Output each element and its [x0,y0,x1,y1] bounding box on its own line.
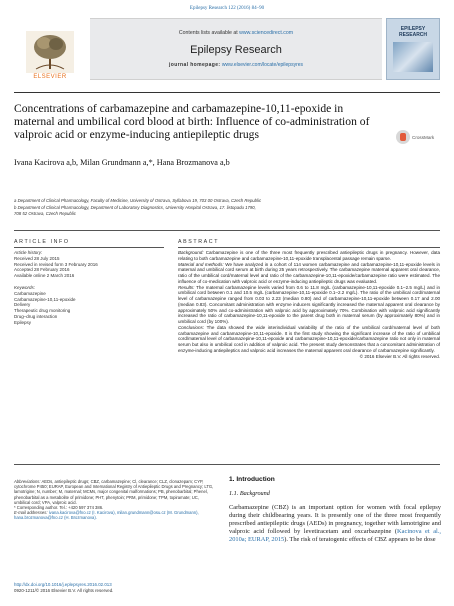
doi-block [14,582,113,593]
publisher-logo[interactable] [14,18,86,80]
header-divider [14,92,440,93]
abstract-methods [178,262,440,285]
intro-paragraph [229,504,441,544]
keyword-item: Epilepsy [14,319,32,325]
cover-image [393,42,433,72]
crossmark-label: CrossMark [412,134,435,140]
affiliation-a: a Department of Clinical Pharmacology, Faculty of Medicine, University of Ostrava, Syllabova 19, 703 00 Ostrava, Czech Republic [14,198,262,203]
history-item: Available online 2 March 2016 [14,273,75,279]
footnotes [14,479,214,521]
crossmark-icon [396,130,410,144]
elsevier-tree-icon [26,31,74,73]
article-info-rule [14,247,164,248]
section-heading-introduction: 1. Introduction [229,476,275,483]
email-label: E-mail addresses: [14,510,48,516]
article-title: Concentrations of carbamazepine and carbamazepine-10,11-epoxide in maternal and umbilical cord blood at birth: Influence of co-administration of valproic acid or enzyme-inducing antiepileptic drugs [14,102,370,141]
publisher-name: ELSEVIER [33,74,67,80]
affiliation-b: b Department of Clinical Pharmacology, Department of Laboratory Diagnostics, University Hospital Ostrava, 17. listopadu 1790, [14,205,256,210]
abbreviations-note [14,479,214,505]
abstract-background [178,250,440,262]
masthead [90,18,382,80]
methods-text: We have analyzed in a cohort of 114 women carbamazepine and carbamazepine-10,11-epoxide levels in maternal and umbilical cord serum at birth during 25 years retrospectively. The carbamazepine maternal apparent oral clearance, ratio of the umbilical cord/maternal level and ratio of the carbamazepine-10,11-epoxide/carbamazepine ratio were estimated. The influence of co-medication with valproic acid or enzyme-inducing antiepileptic drugs was evaluated. [178,261,440,284]
history-label: Article history: [14,250,43,255]
journal-reference: Epilepsy Research 122 (2016) 84–90 [189,6,265,11]
conclusions-label: Conclusions: [178,324,205,330]
subsection-heading-background: 1.1. Background [229,490,270,497]
journal-cover[interactable] [386,18,440,80]
corresponding-author-note: * Corresponding author. Tel.: +420 597 374 386. [14,505,104,511]
results-label: Results: [178,284,195,290]
abstract-heading: ABSTRACT [178,239,220,245]
contents-prefix: Contents lists available at [178,30,238,36]
email-links[interactable]: ivana.kacirova@fno.cz (I. Kacirova), milan.grundmann@osu.cz (M. Grundmann), hana.brozmanova@fno.cz (H. Brozmanova). [14,510,199,521]
history-item: Received 28 July 2015 [14,255,60,261]
keyword-item: Therapeutic drug monitoring [14,308,71,314]
doi-link[interactable]: http://dx.doi.org/10.1016/j.eplepsyres.2016.02.013 [14,582,112,587]
homepage-label: journal homepage: [168,62,221,68]
abbreviations-label: Abbreviations: [14,479,41,484]
email-note [14,510,214,520]
cover-title: EPILEPSY RESEARCH [398,26,428,38]
keywords-label: Keywords: [14,284,36,290]
article-info-heading: ARTICLE INFO [14,239,70,245]
keyword-item: Carbamazepine [14,290,46,296]
abstract-copyright: © 2016 Elsevier B.V. All rights reserved. [359,353,440,359]
affiliation-b-cont: 708 52 Ostrava, Czech Republic [14,211,76,216]
results-text: The maternal carbamazepine levels varied from 0.6 to 11.8 mg/L (carbamazepine-10,11-epoxide 0.1–2.5 mg/L) and in umbilical cord between 0.1 and 10.5 mg/L (carbamazepine-10,11-epoxide 0.1–2.2 mg/L). The ratio of the umbilical cord/maternal level of carbamazepine ranged from 0.03 to 2.23 (median 0.80) and of carbamazepine-10,11-epoxide between 0.17 and 2.00 (median 0.83). Concomitant administration with enzyme inducers significantly increased the maternal apparent oral clearance by approximately 50% and co-administration with valproic acid by approximately 70%. Combination with valproic acid significantly increased the ratio of carbamazepine-10,11-epoxide to the parent drug both in maternal serum (by approximately 80%) and in umbilical cord (by 100%). [178,284,441,324]
citation-links[interactable]: Kacinova et al., 2010a; EURAP, 2015 [229,528,442,544]
abstract-results [178,285,440,325]
crossmark-badge[interactable] [396,130,434,144]
affiliation-divider [14,230,440,231]
keyword-item: Carbamazepine-10,11-epoxide [14,296,76,302]
intro-text-end: ). The risk of teratogenic effects of CBZ appears to be dose [284,536,436,544]
history-item: Received in revised form 3 February 2016 [14,261,98,267]
abbreviations-text: AEDs, antiepileptic drugs; CBZ, carbamazepine; Cl, clearance; CLZ, clonazepam; CYP, cytochrome P450; EURAP, European and International Registry of Antiepileptic Drugs and Pregnancy; LTG, lamotrigine; N, number; M, maternal; MCMs, major congenital malformations; PB, phenobarbital; Phenel, phenobarbital as a metabolite of primidone; PHT, phenytoin; PRM, primidone; TPM, topiramate; UC, umbilical cord; VPA, valproic acid. [14,479,214,505]
article-info [14,250,164,326]
homepage-link[interactable]: www.elsevier.com/locate/epilepsyres [221,62,304,68]
methods-label: Material and methods: [178,261,224,267]
journal-name: Epilepsy Research [190,44,282,56]
contents-line [179,30,293,36]
issn-line: 0920-1211/© 2016 Elsevier B.V. All rights reserved. [14,587,114,593]
journal-header [14,18,440,80]
conclusions-text: The data showed the wide interindividual variability of the ratio of the umbilical cord/maternal level of both carbamazepine and carbamazepine-10,11-epoxide. It is the first study showing the significant increase of the ratio of umbilical cord/maternal level of carbamazepine-10,11-epoxide and carbamazepine-10,11-epoxide/carbamazepine ratio not only in maternal serum but also in umbilical cord in addition of valproic acid. The present study demonstrates that a concomitant administration of enzyme-inducing antiepileptics and valproic acid increases the maternal apparent oral clearance of carbamazepine significantly. [178,324,440,353]
history-item: Accepted 28 February 2016 [14,267,70,273]
abstract-end-rule [14,464,440,465]
keyword-item: Delivery [14,302,31,308]
abstract-body [178,250,440,359]
abstract-rule [178,247,440,248]
background-text: Carbamazepine is one of the three most frequently prescribed antiepileptic drugs in pregnancy. However, data relating to both carbamazepine and carbamazepine-10,11-epoxide transplacental passage remain sparse. [178,250,441,261]
keyword-item: Drug–drug interaction [14,313,58,319]
background-label: Background: [178,250,204,255]
abstract-conclusions [178,325,440,354]
homepage-line [169,62,303,68]
sciencedirect-link[interactable]: www.sciencedirect.com [239,30,294,36]
intro-text-start: Carbamazepine (CBZ) is an important option for women with focal epilepsy during their childbearing years. It is presently one of the three most frequently prescribed antiepileptic drugs (AEDs) in pregnancy, together with lamotrigine and valproic acid followed by levetiracetam and oxcarbazepine ( [229,504,441,536]
author-list: Ivana Kacirova a,b, Milan Grundmann a,*, Hana Brozmanova a,b [14,158,230,167]
